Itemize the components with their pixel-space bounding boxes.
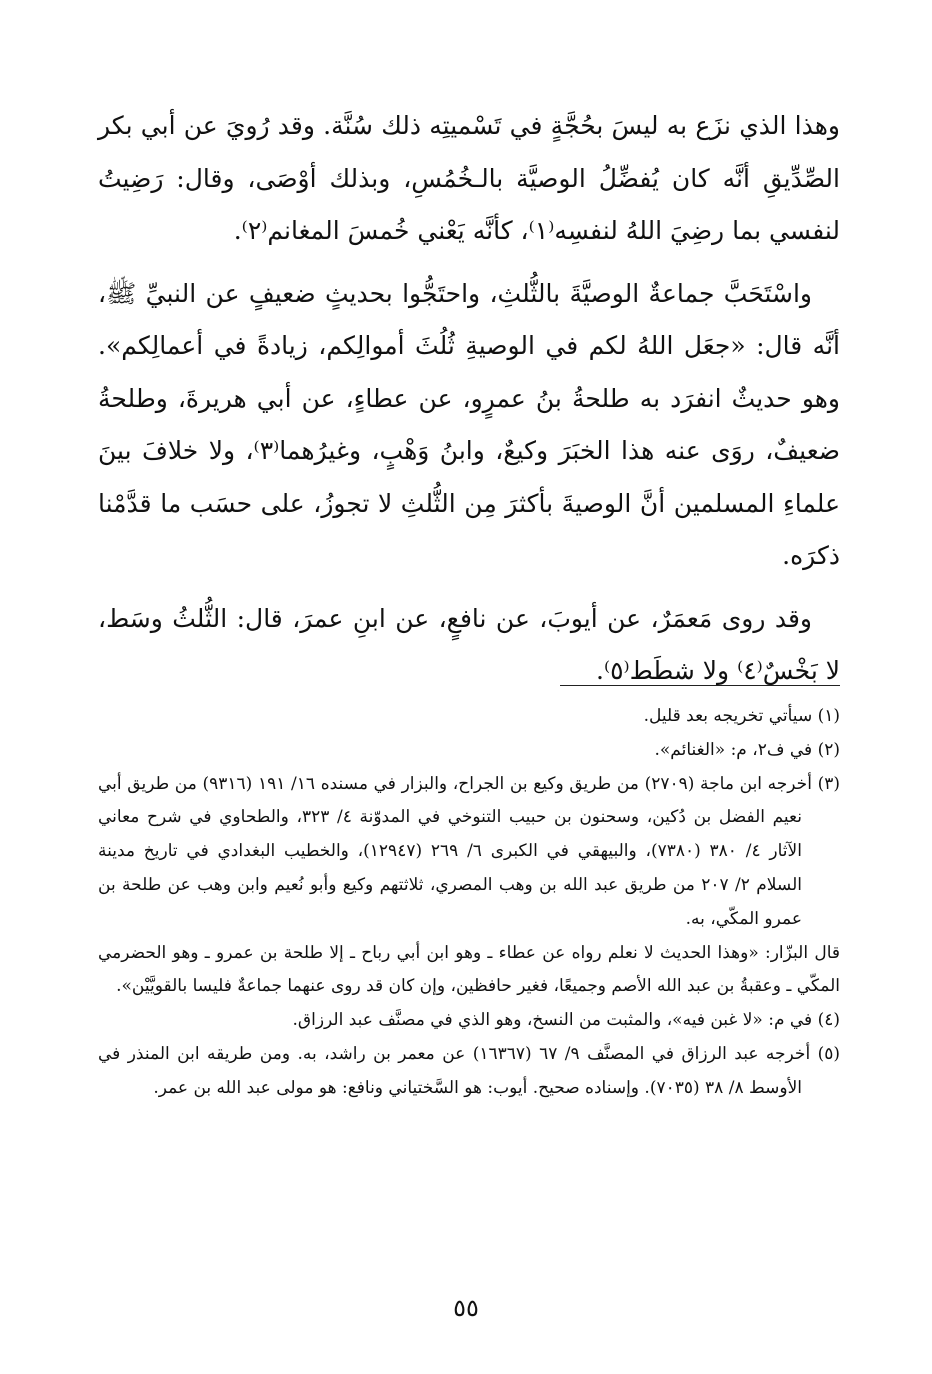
footnotes xyxy=(98,700,840,1106)
paragraph-3: وقد روى مَعمَرٌ، عن أيوبَ، عن نافعٍ، عن ابنِ عمرَ، قال: الثُّلثُ وسَط، لا بَخْسٌ⁽٤⁾ ولا شطَط⁽٥⁾. xyxy=(98,603,840,685)
footnote-5: (٥) أخرجه عبد الرزاق في المصنَّف ٩/ ٦٧ (١٦٣٦٧) عن معمر بن راشد، به. ومن طريقه ابن المنذر في الأوسط ٨/ ٣٨ (٧٠٣٥). وإسناده صحيح. أيوب: هو السَّختياني ونافع: هو مولى عبد الله بن عمر. xyxy=(98,1043,841,1098)
footnote-4: (٤) في م: «لا غبن فيه»، والمثبت من النسخ، وهو الذي في مصنَّف عبد الرزاق. xyxy=(292,1010,840,1031)
paragraph-1: وهذا الذي نزَع به ليسَ بحُجَّةٍ في تَسْميتِه ذلك سُنَّة. وقد رُويَ عن أبي بكر الصِّدِّيقِ أنَّه كان يُفضِّلُ الوصيَّة بالـخُمُسِ، وبذلك أوْصَى، وقال: رَضِيتُ لنفسي بما رضِيَ اللهُ لنفسِه⁽١⁾، كأنَّه يَعْني خُمسَ المغانم⁽٢⁾. xyxy=(98,111,840,245)
footnote-3: (٣) أخرجه ابن ماجة (٢٧٠٩) من طريق وكيع بن الجراح، والبزار في مسنده ١٦/ ١٩١ (٩٣١٦) من طريق أبي نعيم الفضل بن دُكين، وسحنون بن حبيب التنوخي في المدوّنة ٤/ ٣٢٣، والطحاوي في شرح معاني الآثار ٤/ ٣٨٠ (٧٣٨٠)، والبيهقي في الكبرى ٦/ ٢٦٩ (١٢٩٤٧)، والخطيب البغدادي في تاريخ مدينة السلام ٢/ ٢٠٧ من طريق عبد الله بن وهب المصري، ثلاثتهم وكيع وأبو نُعيم وابن وهب عن طلحة بن عمرو المكّي، به. xyxy=(98,773,840,929)
footnote-3-continued: قال البزّار: «وهذا الحديث لا نعلم رواه عن عطاء ـ وهو ابن أبي رباح ـ إلا طلحة بن عمرو ـ وهو الحضرمي المكّي ـ وعقبةُ بن عبد الله الأصم وجميعًا، فغير حافظين، وإن كان قد روى عنهما جماعةٌ فليسا بالقويَّيْن». xyxy=(98,942,840,997)
footnote-separator xyxy=(560,685,840,686)
page-number: ٥٥ xyxy=(453,1294,479,1322)
footnote-2: (٢) في ف٢، م: «الغنائم». xyxy=(654,739,840,760)
main-text xyxy=(98,100,840,708)
paragraph-2: واسْتَحَبَّ جماعةٌ الوصيَّةَ بالثُّلثِ، واحتَجُّوا بحديثٍ ضعيفٍ عن النبيِّ ﷺ، أنَّه قال: «جعَل اللهُ لكم في الوصيةِ ثُلُثَ أموالِكم، زيادةً في أعمالِكم». وهو حديثٌ انفرَد به طلحةُ بنُ عمرٍو، عن عطاءٍ، عن أبي هريرةَ، وطلحةُ ضعيفٌ، روَى عنه هذا الخبَرَ وكيعٌ، وابنُ وَهْبٍ، وغيرُهما⁽٣⁾، ولا خلافَ بينَ علماءِ المسلمين أنَّ الوصيةَ بأكثرَ مِن الثُّلثِ لا تجوزُ، على حسَب ما قدَّمْنا ذكرَه. xyxy=(98,278,841,570)
footnote-1: (١) سيأتي تخريجه بعد قليل. xyxy=(643,706,840,726)
